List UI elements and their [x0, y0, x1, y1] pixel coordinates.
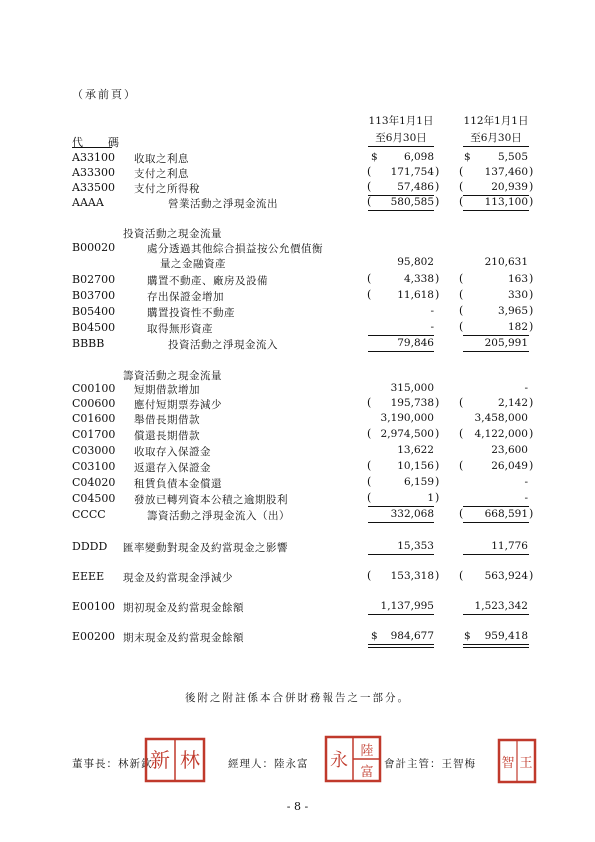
- row-value-col2: -: [524, 476, 528, 488]
- open-paren: (: [459, 569, 464, 582]
- col2-header-line2: 至6月30日: [470, 132, 522, 144]
- row-description: 償還長期借款: [134, 430, 200, 442]
- close-paren: ): [529, 180, 534, 193]
- open-paren: (: [459, 195, 464, 208]
- page-number: - 8 -: [286, 800, 309, 813]
- row-value-col2: 3,458,000: [474, 412, 528, 424]
- row-description: 期初現金及約當現金餘額: [123, 602, 244, 614]
- row-value-col2: 5,505: [497, 151, 528, 163]
- close-paren: ): [529, 320, 534, 333]
- row-value-col1: 95,802: [397, 256, 434, 268]
- row-code: C00100: [72, 382, 116, 395]
- row-value-col2: 205,991: [484, 337, 528, 349]
- row-description: 返還存入保證金: [134, 462, 211, 474]
- row-value-col1: 195,738: [390, 397, 434, 409]
- row-value-col2: -: [524, 382, 528, 394]
- row-value-col2: 182: [507, 321, 528, 333]
- row-value-col1: 6,159: [403, 476, 434, 488]
- row-code: C03000: [72, 444, 116, 457]
- row-code: C04500: [72, 492, 116, 505]
- total-underline: [368, 614, 434, 615]
- row-value-col1: 6,098: [403, 151, 434, 163]
- row-code: B00020: [72, 241, 116, 254]
- manager-seal-icon: [324, 735, 382, 783]
- row-code: C01600: [72, 412, 116, 425]
- total-underline: [463, 195, 529, 196]
- close-paren: ): [435, 475, 440, 488]
- row-value-col2: 1,523,342: [474, 600, 528, 612]
- total-underline: [463, 554, 529, 555]
- close-paren: ): [529, 165, 534, 178]
- close-paren: ): [435, 272, 440, 285]
- row-value-col1: 10,156: [397, 460, 434, 472]
- row-code: B02700: [72, 273, 116, 286]
- row-code: A33500: [72, 181, 115, 194]
- open-paren: (: [459, 459, 464, 472]
- row-description: 現金及約當現金淨減少: [123, 572, 233, 584]
- col2-header-underline: [463, 146, 529, 147]
- total-underline: [368, 210, 434, 211]
- row-description: 取得無形資產: [147, 323, 213, 335]
- open-paren: (: [459, 427, 464, 440]
- row-value-col2: 563,924: [484, 570, 528, 582]
- row-description: 量之金融資產: [160, 258, 226, 270]
- svg-text:新: 新: [150, 748, 170, 772]
- row-value-col1: 315,000: [390, 382, 434, 394]
- row-description: 舉借長期借款: [134, 414, 200, 426]
- currency-symbol: $: [464, 630, 471, 642]
- close-paren: ): [435, 569, 440, 582]
- row-description: 購置不動產、廠房及設備: [147, 275, 268, 287]
- row-code: B05400: [72, 305, 116, 318]
- row-value-col1: 13,622: [397, 444, 434, 456]
- row-value-col2: 3,965: [497, 305, 528, 317]
- total-underline: [368, 335, 434, 336]
- row-value-col2: 4,122,000: [474, 428, 528, 440]
- row-value-col1: 79,846: [397, 337, 434, 349]
- row-description: 短期借款增加: [134, 384, 200, 396]
- row-description: 投資活動之現金流量: [123, 228, 222, 240]
- open-paren: (: [367, 475, 372, 488]
- row-code: E00100: [72, 600, 116, 613]
- double-underline: [463, 644, 529, 648]
- open-paren: (: [367, 165, 372, 178]
- close-paren: ): [435, 396, 440, 409]
- row-value-col2: 959,418: [484, 630, 528, 642]
- row-description: 匯率變動對現金及約當現金之影響: [123, 542, 288, 554]
- row-description: 籌資活動之淨現金流入（出）: [147, 510, 290, 522]
- row-description: 收取存入保證金: [134, 446, 211, 458]
- row-code: C03100: [72, 460, 116, 473]
- row-code: C01700: [72, 428, 116, 441]
- row-code: CCCC: [72, 508, 106, 521]
- row-code: C04020: [72, 476, 116, 489]
- row-value-col2: 20,939: [491, 181, 528, 193]
- currency-symbol: $: [464, 151, 471, 163]
- open-paren: (: [459, 180, 464, 193]
- col2-header-line1: 112年1月1日: [463, 115, 529, 127]
- footnote: 後附之附註係本合併財務報告之一部分。: [185, 692, 410, 704]
- total-underline: [463, 506, 529, 507]
- total-underline: [368, 522, 434, 523]
- row-description: 租賃負債本金償還: [134, 478, 222, 490]
- chairman-seal-icon: [144, 737, 206, 783]
- open-paren: (: [459, 320, 464, 333]
- row-value-col1: 984,677: [390, 630, 434, 642]
- row-code: B04500: [72, 321, 116, 334]
- row-code: B03700: [72, 289, 116, 302]
- close-paren: ): [529, 288, 534, 301]
- close-paren: ): [529, 427, 534, 440]
- row-value-col2: -: [524, 492, 528, 504]
- total-underline: [463, 614, 529, 615]
- row-description: 發放已轉列資本公積之逾期股利: [134, 494, 288, 506]
- col1-header-underline: [368, 146, 434, 147]
- currency-symbol: $: [371, 630, 378, 642]
- close-paren: ): [529, 507, 534, 520]
- row-code: A33100: [72, 151, 115, 164]
- open-paren: (: [459, 165, 464, 178]
- open-paren: (: [459, 304, 464, 317]
- row-description: 處分透過其他綜合損益按公允價值衡: [147, 243, 323, 255]
- row-value-col2: 26,049: [491, 460, 528, 472]
- row-value-col1: 1: [427, 492, 434, 504]
- close-paren: ): [435, 459, 440, 472]
- row-value-col2: 23,600: [491, 444, 528, 456]
- close-paren: ): [529, 195, 534, 208]
- row-value-col1: 580,585: [390, 196, 434, 208]
- svg-text:林: 林: [180, 748, 200, 772]
- col1-header-line1: 113年1月1日: [368, 115, 434, 127]
- row-value-col1: 171,754: [390, 166, 434, 178]
- row-description: 應付短期票券減少: [134, 399, 222, 411]
- accountant-signature: 會計主管：王智梅: [384, 758, 476, 770]
- total-underline: [463, 351, 529, 352]
- row-value-col1: 2,974,500: [380, 428, 434, 440]
- svg-text:富: 富: [360, 765, 374, 780]
- open-paren: (: [459, 396, 464, 409]
- chairman-signature: 董事長：林新欽: [72, 758, 153, 770]
- close-paren: ): [435, 180, 440, 193]
- open-paren: (: [459, 272, 464, 285]
- row-description: 營業活動之淨現金流出: [168, 198, 278, 210]
- row-value-col1: 57,486: [397, 181, 434, 193]
- close-paren: ): [435, 195, 440, 208]
- row-value-col2: 2,142: [497, 397, 528, 409]
- row-value-col2: 210,631: [484, 256, 528, 268]
- open-paren: (: [367, 491, 372, 504]
- row-value-col2: 668,591: [484, 508, 528, 520]
- close-paren: ): [435, 288, 440, 301]
- row-code: AAAA: [72, 196, 104, 209]
- row-code: C00600: [72, 397, 116, 410]
- open-paren: (: [459, 288, 464, 301]
- row-value-col2: 330: [507, 289, 528, 301]
- row-value-col1: 3,190,000: [380, 412, 434, 424]
- total-underline: [463, 210, 529, 211]
- row-value-col2: 11,776: [491, 540, 528, 552]
- close-paren: ): [529, 396, 534, 409]
- svg-text:永: 永: [330, 750, 348, 771]
- total-underline: [368, 351, 434, 352]
- row-code: BBBB: [72, 337, 105, 350]
- currency-symbol: $: [371, 151, 378, 163]
- open-paren: (: [367, 396, 372, 409]
- open-paren: (: [367, 180, 372, 193]
- col1-header-line2: 至6月30日: [375, 132, 427, 144]
- open-paren: (: [367, 569, 372, 582]
- row-description: 支付之所得稅: [134, 183, 200, 195]
- row-description: 期末現金及約當現金餘額: [123, 632, 244, 644]
- total-underline: [463, 335, 529, 336]
- row-description: 投資活動之淨現金流入: [168, 339, 278, 351]
- svg-text:陸: 陸: [360, 744, 374, 759]
- open-paren: (: [459, 507, 464, 520]
- row-value-col1: 332,068: [390, 508, 434, 520]
- row-description: 支付之利息: [134, 168, 189, 180]
- open-paren: (: [367, 195, 372, 208]
- row-value-col1: 1,137,995: [380, 600, 434, 612]
- row-value-col1: 4,338: [403, 273, 434, 285]
- row-value-col1: -: [430, 321, 434, 333]
- open-paren: (: [367, 288, 372, 301]
- row-description: 收取之利息: [134, 153, 189, 165]
- accountant-seal-icon: [497, 738, 537, 784]
- svg-text:智: 智: [501, 756, 515, 771]
- close-paren: ): [435, 165, 440, 178]
- continued-label: （承前頁）: [72, 88, 137, 101]
- row-value-col1: 153,318: [390, 570, 434, 582]
- close-paren: ): [529, 459, 534, 472]
- row-value-col1: 11,618: [397, 289, 434, 301]
- close-paren: ): [435, 427, 440, 440]
- row-value-col1: -: [430, 305, 434, 317]
- manager-signature: 經理人：陸永富: [228, 758, 309, 770]
- close-paren: ): [529, 304, 534, 317]
- row-value-col2: 163: [507, 273, 528, 285]
- total-underline: [368, 506, 434, 507]
- close-paren: ): [529, 272, 534, 285]
- double-underline: [368, 644, 434, 648]
- code-header-underline: [72, 147, 112, 148]
- row-code: E00200: [72, 630, 116, 643]
- open-paren: (: [367, 272, 372, 285]
- row-value-col1: 15,353: [397, 540, 434, 552]
- svg-text:王: 王: [519, 756, 533, 771]
- row-description: 籌資活動之現金流量: [123, 370, 222, 382]
- row-code: A33300: [72, 166, 115, 179]
- close-paren: ): [529, 569, 534, 582]
- close-paren: ): [435, 491, 440, 504]
- row-description: 購置投資性不動產: [147, 307, 235, 319]
- row-code: EEEE: [72, 570, 105, 583]
- row-description: 存出保證金增加: [147, 291, 224, 303]
- total-underline: [368, 554, 434, 555]
- open-paren: (: [367, 459, 372, 472]
- code-header: 代 碼: [72, 136, 120, 149]
- open-paren: (: [367, 427, 372, 440]
- row-value-col2: 137,460: [484, 166, 528, 178]
- total-underline: [368, 195, 434, 196]
- total-underline: [463, 522, 529, 523]
- row-value-col2: 113,100: [484, 196, 528, 208]
- row-code: DDDD: [72, 540, 108, 553]
